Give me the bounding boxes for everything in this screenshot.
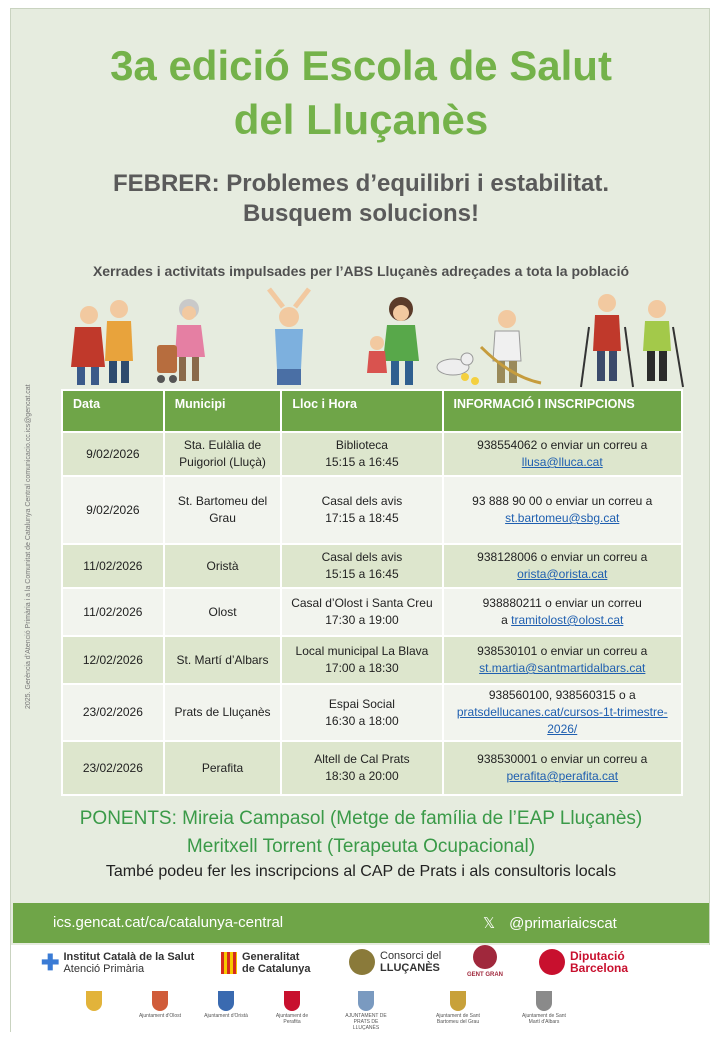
gent-gran-logo xyxy=(467,945,503,981)
walking-couple-figure xyxy=(71,300,133,385)
ajuntament-label: Ajuntament de Sant Martí d'Albars xyxy=(522,1013,566,1025)
row-municipi: Sta. Eulàlia de Puigoriol (Lluçà) xyxy=(164,432,282,476)
title-line-1: 3a edició Escola de Salut xyxy=(110,42,612,89)
subtitle-line-1: FEBRER: Problemes d’equilibri i estabilitat. xyxy=(112,170,610,197)
municipal-shield-icon xyxy=(152,991,168,1011)
title-line-2: del Lluçanès xyxy=(233,96,489,143)
nordic-walkers-figure xyxy=(581,294,683,387)
consorci-logo-line2: LLUÇANÈS xyxy=(380,962,440,974)
email-link[interactable]: llusa@lluca.cat xyxy=(521,455,603,469)
row-lloc: Casal dels avis xyxy=(321,550,403,564)
consorci-logo-line1: Consorci del xyxy=(380,950,442,962)
elderly-people-illustration xyxy=(61,287,701,392)
row-info xyxy=(443,741,683,795)
ics-cross-icon: ✚ xyxy=(41,950,60,975)
municipal-shield-icon xyxy=(218,991,234,1011)
ics-logo xyxy=(41,951,194,975)
table-row xyxy=(62,684,682,741)
stretching-woman-figure xyxy=(269,289,309,385)
row-municipi: St. Bartomeu del Grau xyxy=(164,476,282,544)
row-lloc: Espai Social xyxy=(328,696,395,711)
row-lloc-hora xyxy=(281,432,442,476)
row-municipi: St. Martí d’Albars xyxy=(164,636,282,684)
social-handle-text: @primariaicscat xyxy=(509,915,617,932)
poster-subtitle xyxy=(11,169,711,229)
woman-child-dog-figure xyxy=(367,297,473,385)
email-link[interactable]: tramitolost@olost.cat xyxy=(511,613,624,627)
row-municipi: Perafita xyxy=(164,741,282,795)
municipal-shield-icon xyxy=(450,991,466,1011)
row-lloc-hora xyxy=(281,544,442,588)
gencat-logo-line2: de Catalunya xyxy=(242,963,311,975)
row-hora: 15:15 a 16:45 xyxy=(325,567,399,581)
municipal-shield-icon xyxy=(86,991,102,1011)
header-lloc-hora: Lloc i Hora xyxy=(281,390,442,432)
row-lloc: Casal dels avis xyxy=(321,494,403,508)
ics-logo-line2: Atenció Primària xyxy=(63,963,145,975)
sponsor-logos xyxy=(11,945,711,1033)
row-info xyxy=(443,636,683,684)
table-row xyxy=(62,476,682,544)
email-link[interactable]: perafita@perafita.cat xyxy=(506,769,619,783)
consorci-logo xyxy=(349,949,441,975)
row-info xyxy=(443,432,683,476)
table-header-row xyxy=(62,390,682,432)
footer-bar xyxy=(13,903,709,943)
row-hora: 17:00 a 18:30 xyxy=(325,661,399,675)
ponents-line-1: PONENTS: Mireia Campasol (Metge de família de l’EAP Lluçanès) xyxy=(79,808,643,829)
row-info-text: 93 888 90 00 o enviar un correu a xyxy=(472,494,653,508)
social-handle[interactable] xyxy=(483,914,617,932)
header-info: INFORMACIÓ I INSCRIPCIONS xyxy=(443,390,683,432)
table-row xyxy=(62,588,682,636)
header-date: Data xyxy=(62,390,164,432)
row-lloc: Biblioteca xyxy=(335,438,388,452)
row-lloc: Altell de Cal Prats xyxy=(314,752,410,766)
ajuntament-sant-marti-logo xyxy=(519,991,569,1025)
ics-logo-line1: Institut Català de la Salut xyxy=(63,951,195,963)
table-row xyxy=(62,741,682,795)
ajuntament-label: Ajuntament d'Olost xyxy=(138,1013,182,1019)
ajuntament-perafita-logo xyxy=(267,991,317,1025)
row-info-text: 938530001 o enviar un correu a xyxy=(477,752,648,766)
row-info xyxy=(443,476,683,544)
gencat-logo xyxy=(221,951,310,975)
diputacio-logo-line1: Diputació xyxy=(570,949,625,963)
man-cane-figure xyxy=(461,310,541,385)
ajuntament-olost-logo xyxy=(135,991,185,1019)
table-row xyxy=(62,432,682,476)
ponents xyxy=(11,805,711,861)
row-info xyxy=(443,544,683,588)
row-municipi: Olost xyxy=(164,588,282,636)
row-hora: 18:30 a 20:00 xyxy=(325,769,399,783)
email-link[interactable]: orista@orista.cat xyxy=(517,567,608,581)
row-lloc-hora xyxy=(281,476,442,544)
row-info xyxy=(443,684,683,741)
website-link[interactable]: ics.gencat.cat/ca/catalunya-central xyxy=(53,914,284,931)
municipal-shield-icon xyxy=(284,991,300,1011)
events-table xyxy=(61,389,683,796)
row-hora: 17:30 a 19:00 xyxy=(325,613,399,627)
row-lloc-hora xyxy=(281,684,442,741)
row-hora: 17:15 a 18:45 xyxy=(325,511,399,525)
diputacio-logo xyxy=(539,949,628,975)
row-info xyxy=(443,588,683,636)
row-date: 11/02/2026 xyxy=(62,588,164,636)
municipal-shield-icon xyxy=(536,991,552,1011)
row-info-text: 938530101 o enviar un correu a xyxy=(477,644,648,658)
row-info-text: 938880211 o enviar un correu xyxy=(482,596,642,610)
row-lloc-hora xyxy=(281,588,442,636)
ajuntament-label: Ajuntament de Sant Bartomeu del Grau xyxy=(436,1013,480,1025)
ajuntament-label: AJUNTAMENT DE PRATS DE LLUÇANÈS xyxy=(345,1013,387,1031)
table-row xyxy=(62,544,682,588)
row-info-text: 938554062 o enviar un correu a xyxy=(477,438,648,452)
row-date: 9/02/2026 xyxy=(62,432,164,476)
link-url[interactable]: pratsdellucanes.cat/cursos-1t-trimestre-2026/ xyxy=(456,705,668,736)
ajuntament-label: Ajuntament d'Oristà xyxy=(204,1013,248,1019)
diputacio-emblem-icon xyxy=(539,949,565,975)
row-date: 12/02/2026 xyxy=(62,636,164,684)
ajuntament-orista-logo xyxy=(201,991,251,1019)
row-date: 11/02/2026 xyxy=(62,544,164,588)
row-hora: 16:30 a 18:00 xyxy=(325,713,399,728)
municipal-shield-icon xyxy=(358,991,374,1011)
table-row xyxy=(62,636,682,684)
ponents-line-2: Meritxell Torrent (Terapeuta Ocupacional) xyxy=(186,836,536,857)
email-link[interactable]: st.martia@santmartidalbars.cat xyxy=(479,661,646,675)
email-prefix: a xyxy=(501,613,512,627)
gent-gran-text: GENT GRAN xyxy=(467,972,503,978)
row-municipi: Oristà xyxy=(164,544,282,588)
row-date: 23/02/2026 xyxy=(62,741,164,795)
subtitle-line-2: Busquem solucions! xyxy=(242,200,480,227)
ajuntament-prats-logo xyxy=(341,991,391,1031)
diputacio-logo-line2: Barcelona xyxy=(570,961,629,975)
consorci-leaf-icon xyxy=(349,949,375,975)
row-hora: 15:15 a 16:45 xyxy=(325,455,399,469)
side-credit: 2025. Gerència d’Atenció Primària i a la Comunitat de Catalunya Central comunicacio.cc.ics@gencat.cat xyxy=(25,384,32,709)
poster-title xyxy=(11,39,711,147)
email-link[interactable]: st.bartomeu@sbg.cat xyxy=(505,511,620,525)
row-date: 23/02/2026 xyxy=(62,684,164,741)
row-info-text: 938128006 o enviar un correu a xyxy=(477,550,648,564)
poster xyxy=(10,8,710,1032)
row-info-text: 938560100, 938560315 o a xyxy=(488,688,636,702)
gencat-logo-line1: Generalitat xyxy=(242,951,300,963)
registration-note: També podeu fer les inscripcions al CAP de Prats i als consultoris locals xyxy=(105,863,617,880)
senyera-icon xyxy=(221,952,237,974)
woman-trolley-figure xyxy=(157,299,205,383)
row-lloc-hora xyxy=(281,741,442,795)
ajuntament-sant-bartomeu-logo xyxy=(433,991,483,1025)
ajuntament-llucà-logo xyxy=(69,991,119,1013)
row-date: 9/02/2026 xyxy=(62,476,164,544)
row-lloc: Casal d’Olost i Santa Creu xyxy=(291,596,433,610)
x-logo-icon: 𝕏 xyxy=(483,915,496,932)
intro-text: Xerrades i activitats impulsades per l’ABS Lluçanès adreçades a tota la població xyxy=(92,263,630,279)
gent-gran-badge-icon xyxy=(473,945,497,969)
ajuntament-label: Ajuntament de Perafita xyxy=(275,1013,309,1025)
row-lloc: Local municipal La Blava xyxy=(295,644,429,658)
row-municipi: Prats de Lluçanès xyxy=(164,684,282,741)
row-lloc-hora xyxy=(281,636,442,684)
header-municipi: Municipi xyxy=(164,390,282,432)
